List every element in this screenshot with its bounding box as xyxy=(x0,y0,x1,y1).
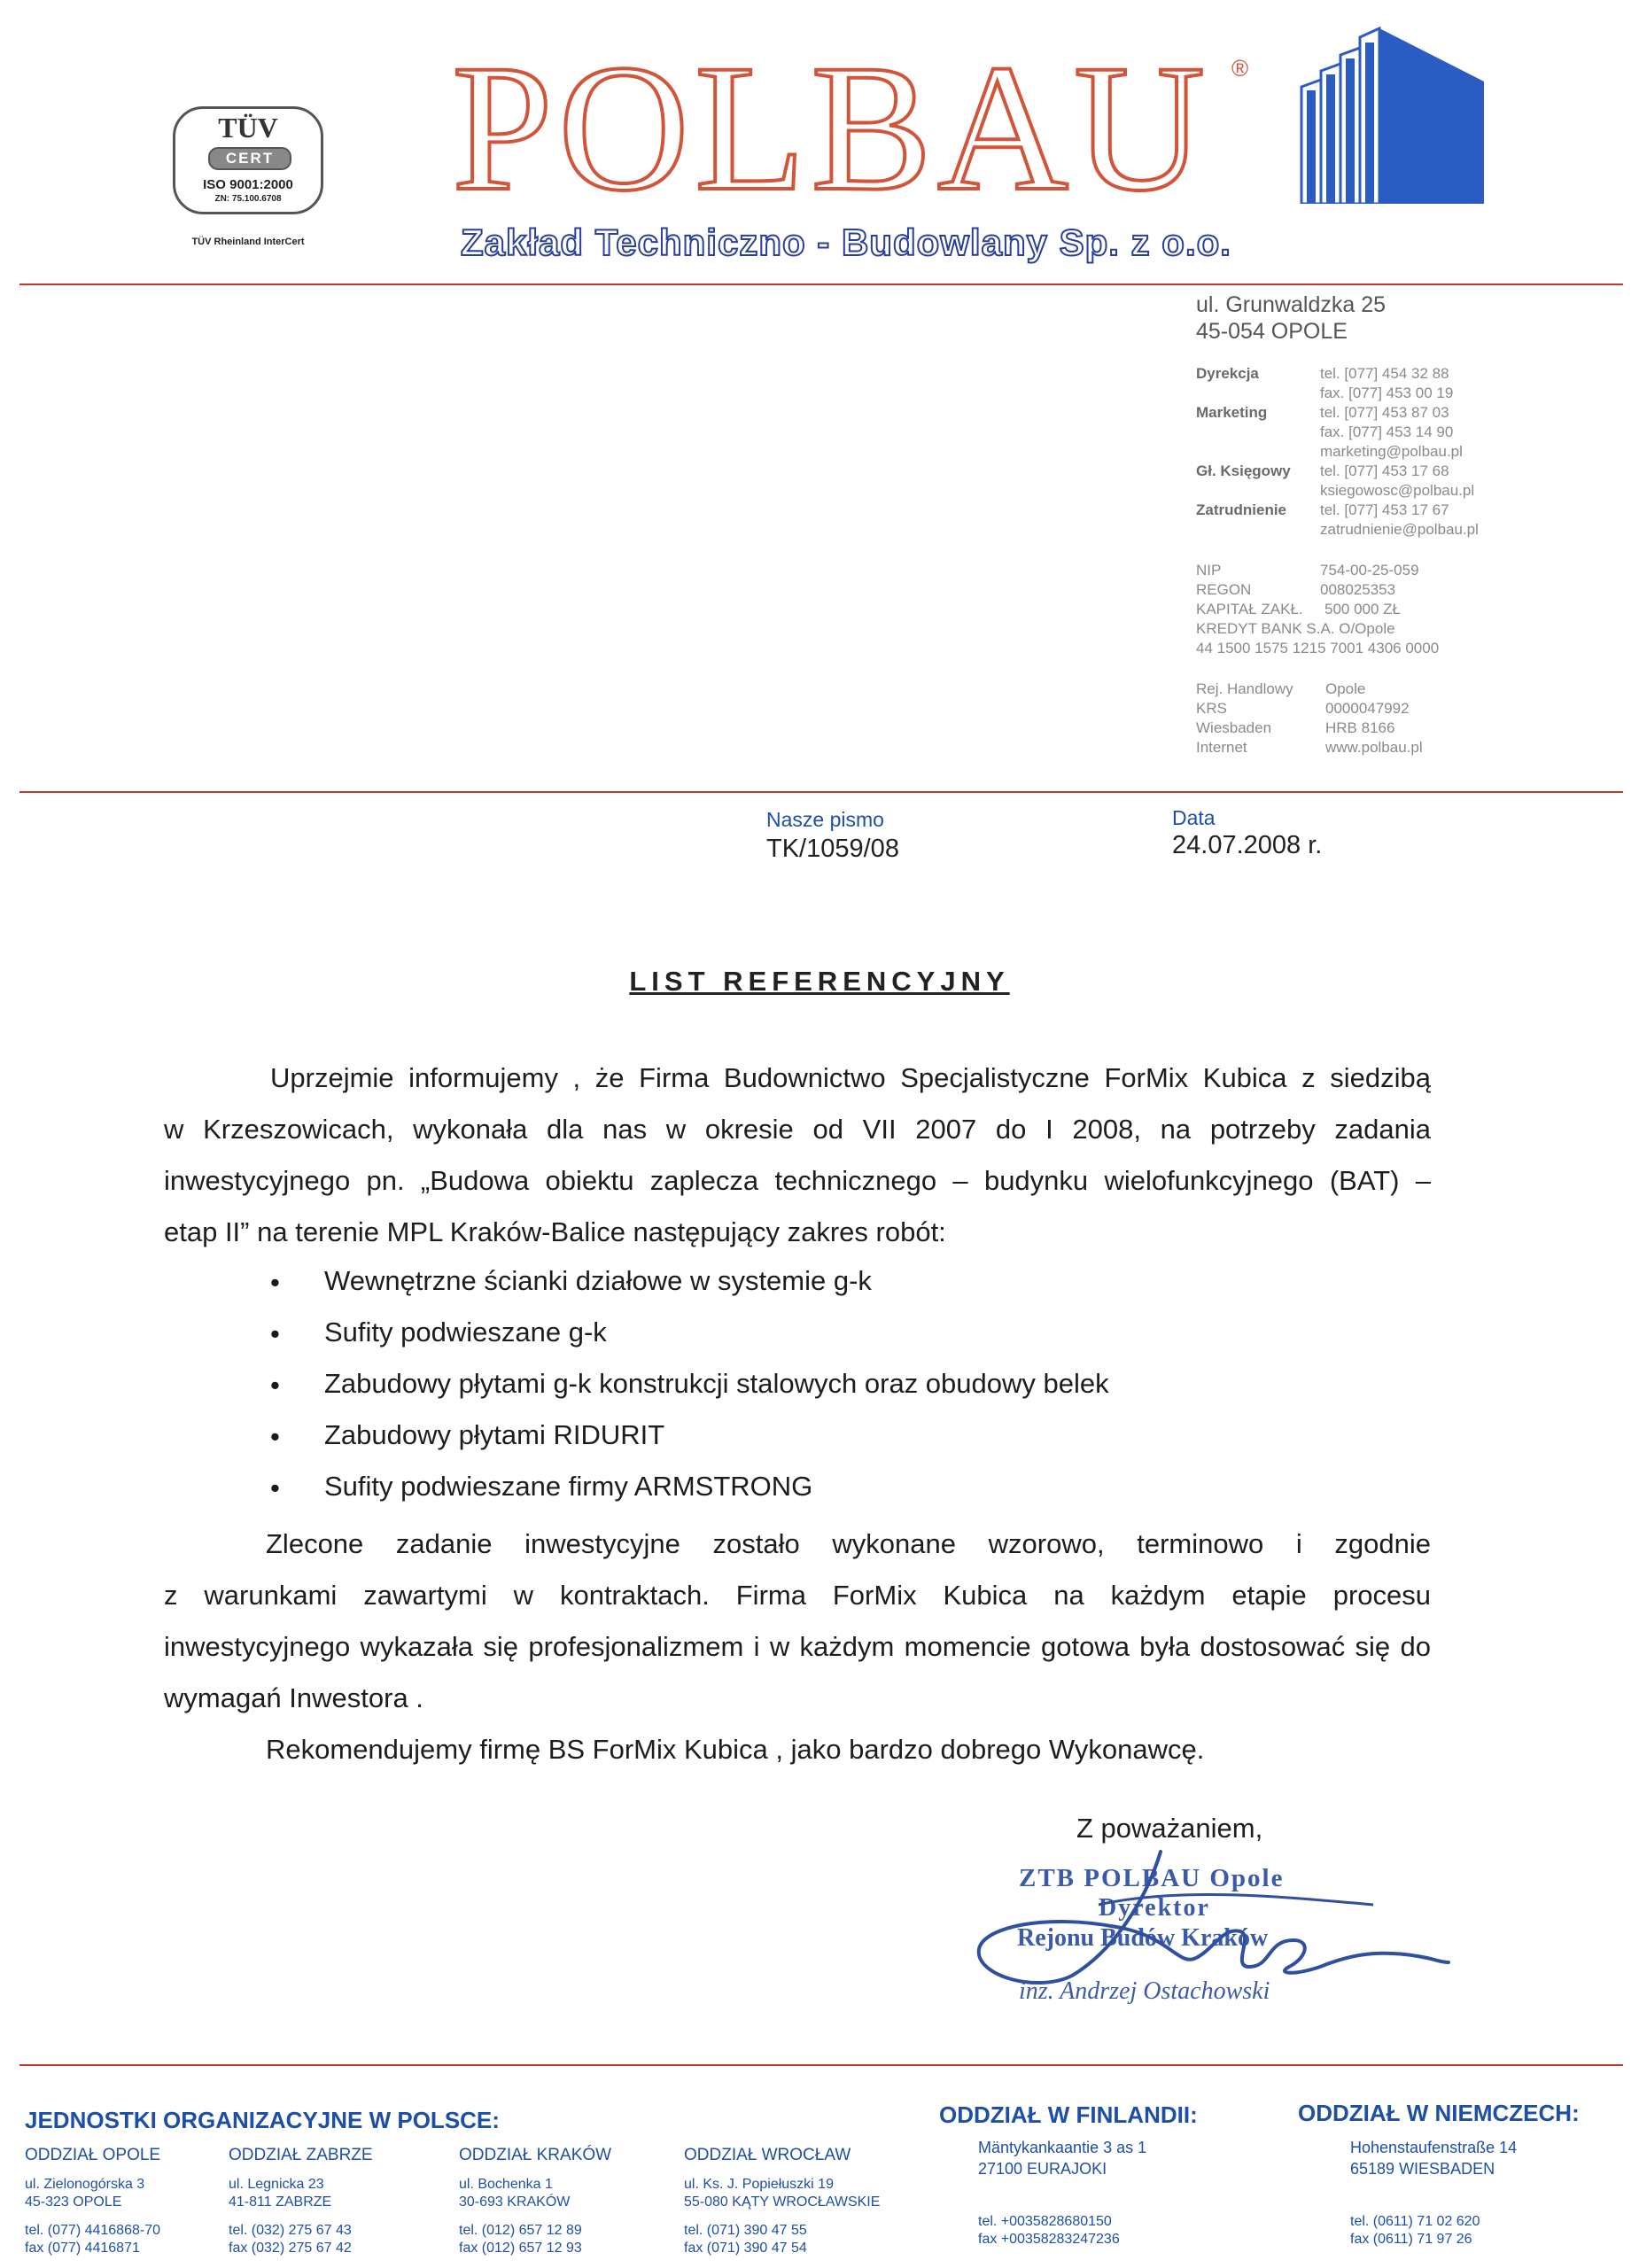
branch-fax: fax +00358283247236 xyxy=(978,2232,1120,2247)
bullet-icon: • xyxy=(270,1318,280,1349)
branch-tel: tel. (012) 657 12 89 xyxy=(459,2223,582,2238)
contact-email: zatrudnienie@polbau.pl xyxy=(1320,521,1479,538)
iso-zn: ZN: 75.100.6708 xyxy=(214,194,282,204)
paragraph-line: z warunkami zawartymi w kontraktach. Firma ForMix Kubica na każdym etapie procesu xyxy=(164,1580,1431,1611)
branch-germany xyxy=(1350,2137,1517,2249)
branch-address: 65189 WIESBADEN xyxy=(1350,2160,1495,2178)
address-street: ul. Grunwaldzka 25 xyxy=(1196,292,1387,317)
contact-label-marketing: Marketing xyxy=(1196,404,1268,421)
footer-divider xyxy=(19,2064,1623,2066)
branch-name: ODDZIAŁ KRAKÓW xyxy=(459,2146,612,2164)
contact-label-ksiegowy: Gł. Księgowy xyxy=(1196,462,1291,479)
stamp-line: Dyrektor xyxy=(1099,1894,1210,1922)
bullet-icon: • xyxy=(270,1472,280,1503)
date-value: 24.07.2008 r. xyxy=(1172,831,1323,859)
paragraph-line: Zlecone zadanie inwestycyjne zostało wykonane wzorowo, terminowo i zgodnie xyxy=(266,1528,1431,1559)
branch-name: ODDZIAŁ ZABRZE xyxy=(229,2146,373,2164)
wiesbaden-label: Wiesbaden xyxy=(1196,719,1272,736)
tuv-cert-label: CERT xyxy=(208,147,291,170)
paragraph-line: etap II” na terenie MPL Kraków-Balice następujący zakres robót: xyxy=(164,1216,946,1247)
contact-label-dyrekcja: Dyrekcja xyxy=(1196,365,1259,382)
branch-fax: fax (071) 390 47 54 xyxy=(684,2241,807,2256)
address-city: 45-054 OPOLE xyxy=(1196,319,1348,344)
branch-name: ODDZIAŁ OPOLE xyxy=(25,2146,161,2164)
registered-mark: ® xyxy=(1231,55,1249,82)
branch-address: ul. Ks. J. Popiełuszki 19 xyxy=(684,2177,834,2192)
list-item: Sufity podwieszane firmy ARMSTRONG xyxy=(324,1471,813,1502)
list-item: Wewnętrzne ścianki działowe w systemie g-k xyxy=(324,1265,872,1296)
contact-line: fax. [077] 453 00 19 xyxy=(1320,384,1454,401)
branch-finland xyxy=(978,2137,1146,2249)
contact-line: fax. [077] 453 14 90 xyxy=(1320,423,1454,440)
bank-account: 44 1500 1575 1215 7001 4306 0000 xyxy=(1196,640,1440,656)
ref-value: TK/1059/08 xyxy=(766,835,899,863)
recommendation-line: Rekomendujemy firmę BS ForMix Kubica , jako bardzo dobrego Wykonawcę. xyxy=(266,1734,1205,1765)
company-subtitle: Zakład Techniczno - Budowlany Sp. z o.o. xyxy=(461,221,1231,263)
contact-line: tel. [077] 453 17 68 xyxy=(1320,462,1449,479)
list-item: Zabudowy płytami RIDURIT xyxy=(324,1419,665,1450)
closing: Z poważaniem, xyxy=(1076,1813,1263,1844)
footer-heading-finland: ODDZIAŁ W FINLANDII: xyxy=(939,2101,1198,2128)
branch-tel: tel. (032) 275 67 43 xyxy=(229,2223,352,2238)
branch-address: 30-693 KRAKÓW xyxy=(459,2194,571,2210)
bullet-icon: • xyxy=(270,1421,280,1452)
footer-heading-germany: ODDZIAŁ W NIEMCZECH: xyxy=(1298,2100,1580,2126)
stamp-line: ZTB POLBAU Opole xyxy=(1019,1864,1285,1892)
paragraph-line: wymagań Inwestora . xyxy=(164,1682,423,1713)
branch-address: ul. Bochenka 1 xyxy=(459,2177,553,2192)
internet-value: www.polbau.pl xyxy=(1325,739,1423,756)
capital-value: 500 000 ZŁ xyxy=(1324,601,1402,617)
address-divider xyxy=(19,791,1623,793)
footer-heading-poland: JEDNOSTKI ORGANIZACYJNE W POLSCE: xyxy=(25,2107,500,2133)
branch-tel: tel. (077) 4416868-70 xyxy=(25,2223,160,2238)
contact-line: tel. [077] 453 87 03 xyxy=(1320,404,1449,421)
branch-name: ODDZIAŁ WROCŁAW xyxy=(684,2146,851,2164)
list-item: Sufity podwieszane g-k xyxy=(324,1317,607,1348)
tuv-brand: TÜV xyxy=(218,112,278,144)
branch-address: 55-080 KĄTY WROCŁAWSKIE xyxy=(684,2194,881,2210)
regon-label: REGON xyxy=(1196,581,1252,598)
branch-address: 45-323 OPOLE xyxy=(25,2194,122,2210)
branch-address: ul. Zielonogórska 3 xyxy=(25,2177,145,2192)
tuv-cert-badge xyxy=(173,106,328,247)
stamp-line: Rejonu Budów Kraków xyxy=(1017,1924,1269,1952)
contact-line: tel. [077] 454 32 88 xyxy=(1320,365,1449,382)
nip-label: NIP xyxy=(1196,562,1222,579)
branch-tel: tel. (071) 390 47 55 xyxy=(684,2223,807,2238)
branch-fax: fax (012) 657 12 93 xyxy=(459,2241,582,2256)
paragraph-line: w Krzeszowicach, wykonała dla nas w okresie od VII 2007 do I 2008, na potrzeby zadania xyxy=(164,1114,1431,1145)
branch-wroclaw xyxy=(684,2146,880,2257)
building-logo-icon xyxy=(1298,27,1484,204)
branch-fax: fax (077) 4416871 xyxy=(25,2241,140,2256)
internet-label: Internet xyxy=(1196,739,1247,756)
paragraph-line: Uprzejmie informujemy , że Firma Budownictwo Specjalistyczne ForMix Kubica z siedzibą xyxy=(270,1062,1431,1093)
branch-address: 41-811 ZABRZE xyxy=(229,2194,332,2210)
branch-krakow xyxy=(459,2146,611,2257)
branch-address: ul. Legnicka 23 xyxy=(229,2177,324,2192)
paragraph-line: inwestycyjnego wykazała się profesjonalizmem i w każdym momencie gotowa była dostosować się do xyxy=(164,1631,1431,1662)
contact-email: marketing@polbau.pl xyxy=(1320,443,1463,460)
letter-title: LIST REFERENCYJNY xyxy=(629,966,1010,997)
branch-fax: fax (032) 275 67 42 xyxy=(229,2241,352,2256)
branch-tel: tel. +0035828680150 xyxy=(978,2214,1112,2229)
krs-value: 0000047992 xyxy=(1325,700,1410,717)
signer-name: inż. Andrzej Ostachowski xyxy=(1019,1977,1270,2005)
contact-line: tel. [077] 453 17 67 xyxy=(1320,501,1449,518)
ref-label: Nasze pismo xyxy=(766,808,884,831)
krs-label: KRS xyxy=(1196,700,1227,717)
iso-number: ISO 9001:2000 xyxy=(203,177,293,192)
contact-email: ksiegowosc@polbau.pl xyxy=(1320,482,1475,499)
date-label: Data xyxy=(1172,806,1216,829)
branch-tel: tel. (0611) 71 02 620 xyxy=(1350,2214,1480,2229)
list-item: Zabudowy płytami g-k konstrukcji stalowych oraz obudowy belek xyxy=(324,1368,1109,1399)
polbau-logo: POLBAU xyxy=(452,27,1211,229)
tuv-issuer: TÜV Rheinland InterCert xyxy=(191,237,305,247)
rej-value: Opole xyxy=(1325,680,1366,697)
regon-value: 008025353 xyxy=(1320,581,1396,598)
rej-label: Rej. Handlowy xyxy=(1196,680,1293,697)
branch-fax: fax (0611) 71 97 26 xyxy=(1350,2232,1472,2247)
bullet-icon: • xyxy=(270,1267,280,1298)
branch-address: Mäntykankaantie 3 as 1 xyxy=(978,2139,1147,2156)
header-divider xyxy=(19,284,1623,285)
capital-label: KAPITAŁ ZAKŁ. xyxy=(1196,601,1303,617)
branch-opole xyxy=(25,2146,160,2257)
nip-value: 754-00-25-059 xyxy=(1320,562,1419,579)
paragraph-line: inwestycyjnego pn. „Budowa obiektu zaplecza technicznego – budynku wielofunkcyjnego (BAT) – xyxy=(164,1165,1431,1196)
wiesbaden-value: HRB 8166 xyxy=(1325,719,1395,736)
branch-zabrze xyxy=(229,2146,373,2257)
bullet-icon: • xyxy=(270,1370,280,1401)
contact-label-zatrudnienie: Zatrudnienie xyxy=(1196,501,1287,518)
bank-name: KREDYT BANK S.A. O/Opole xyxy=(1196,620,1395,637)
branch-address: Hohenstaufenstraße 14 xyxy=(1350,2139,1518,2156)
branch-address: 27100 EURAJOKI xyxy=(978,2160,1107,2178)
